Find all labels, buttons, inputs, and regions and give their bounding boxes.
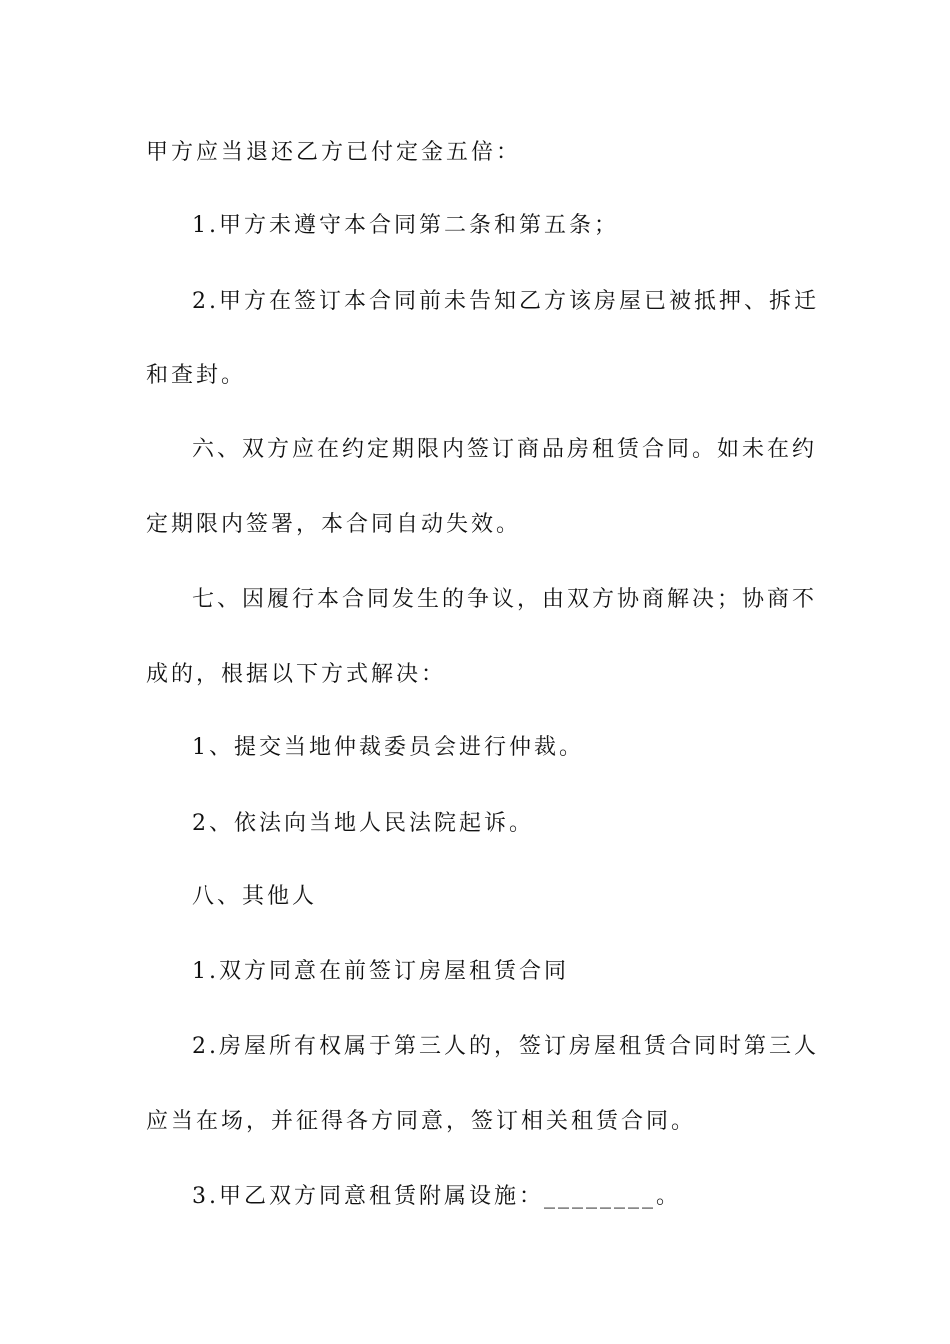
paragraph-line-clause-6: 六、双方应在约定期限内签订商品房租赁合同。如未在约 [192,437,818,462]
paragraph-line-other-3: 3.甲乙双方同意租赁附属设施：________。 [192,1184,681,1209]
paragraph-line-other-1: 1.双方同意在前签订房屋租赁合同 [192,959,569,984]
paragraph-line-item-2: 2.甲方在签订本合同前未告知乙方该房屋已被抵押、拆迁 [192,289,819,314]
paragraph-line-clause-6-cont: 定期限内签署，本合同自动失效。 [146,512,522,537]
paragraph-line-item-2-cont: 和查封。 [146,363,247,388]
paragraph-line-other-2-cont: 应当在场，并征得各方同意，签订相关租赁合同。 [146,1109,697,1134]
paragraph-line-clause-8: 八、其他人 [192,884,318,909]
paragraph-line-item-1: 1.甲方未遵守本合同第二条和第五条； [192,213,619,238]
paragraph-line-clause-7-cont: 成的，根据以下方式解决： [146,662,447,687]
paragraph-line-deposit-refund: 甲方应当退还乙方已付定金五倍： [146,140,522,165]
paragraph-line-clause-7: 七、因履行本合同发生的争议，由双方协商解决；协商不 [192,587,818,612]
paragraph-line-lawsuit: 2、依法向当地人民法院起诉。 [192,811,534,836]
paragraph-line-arbitration: 1、提交当地仲裁委员会进行仲裁。 [192,735,584,760]
paragraph-line-other-2: 2.房屋所有权属于第三人的，签订房屋租赁合同时第三人 [192,1034,819,1059]
